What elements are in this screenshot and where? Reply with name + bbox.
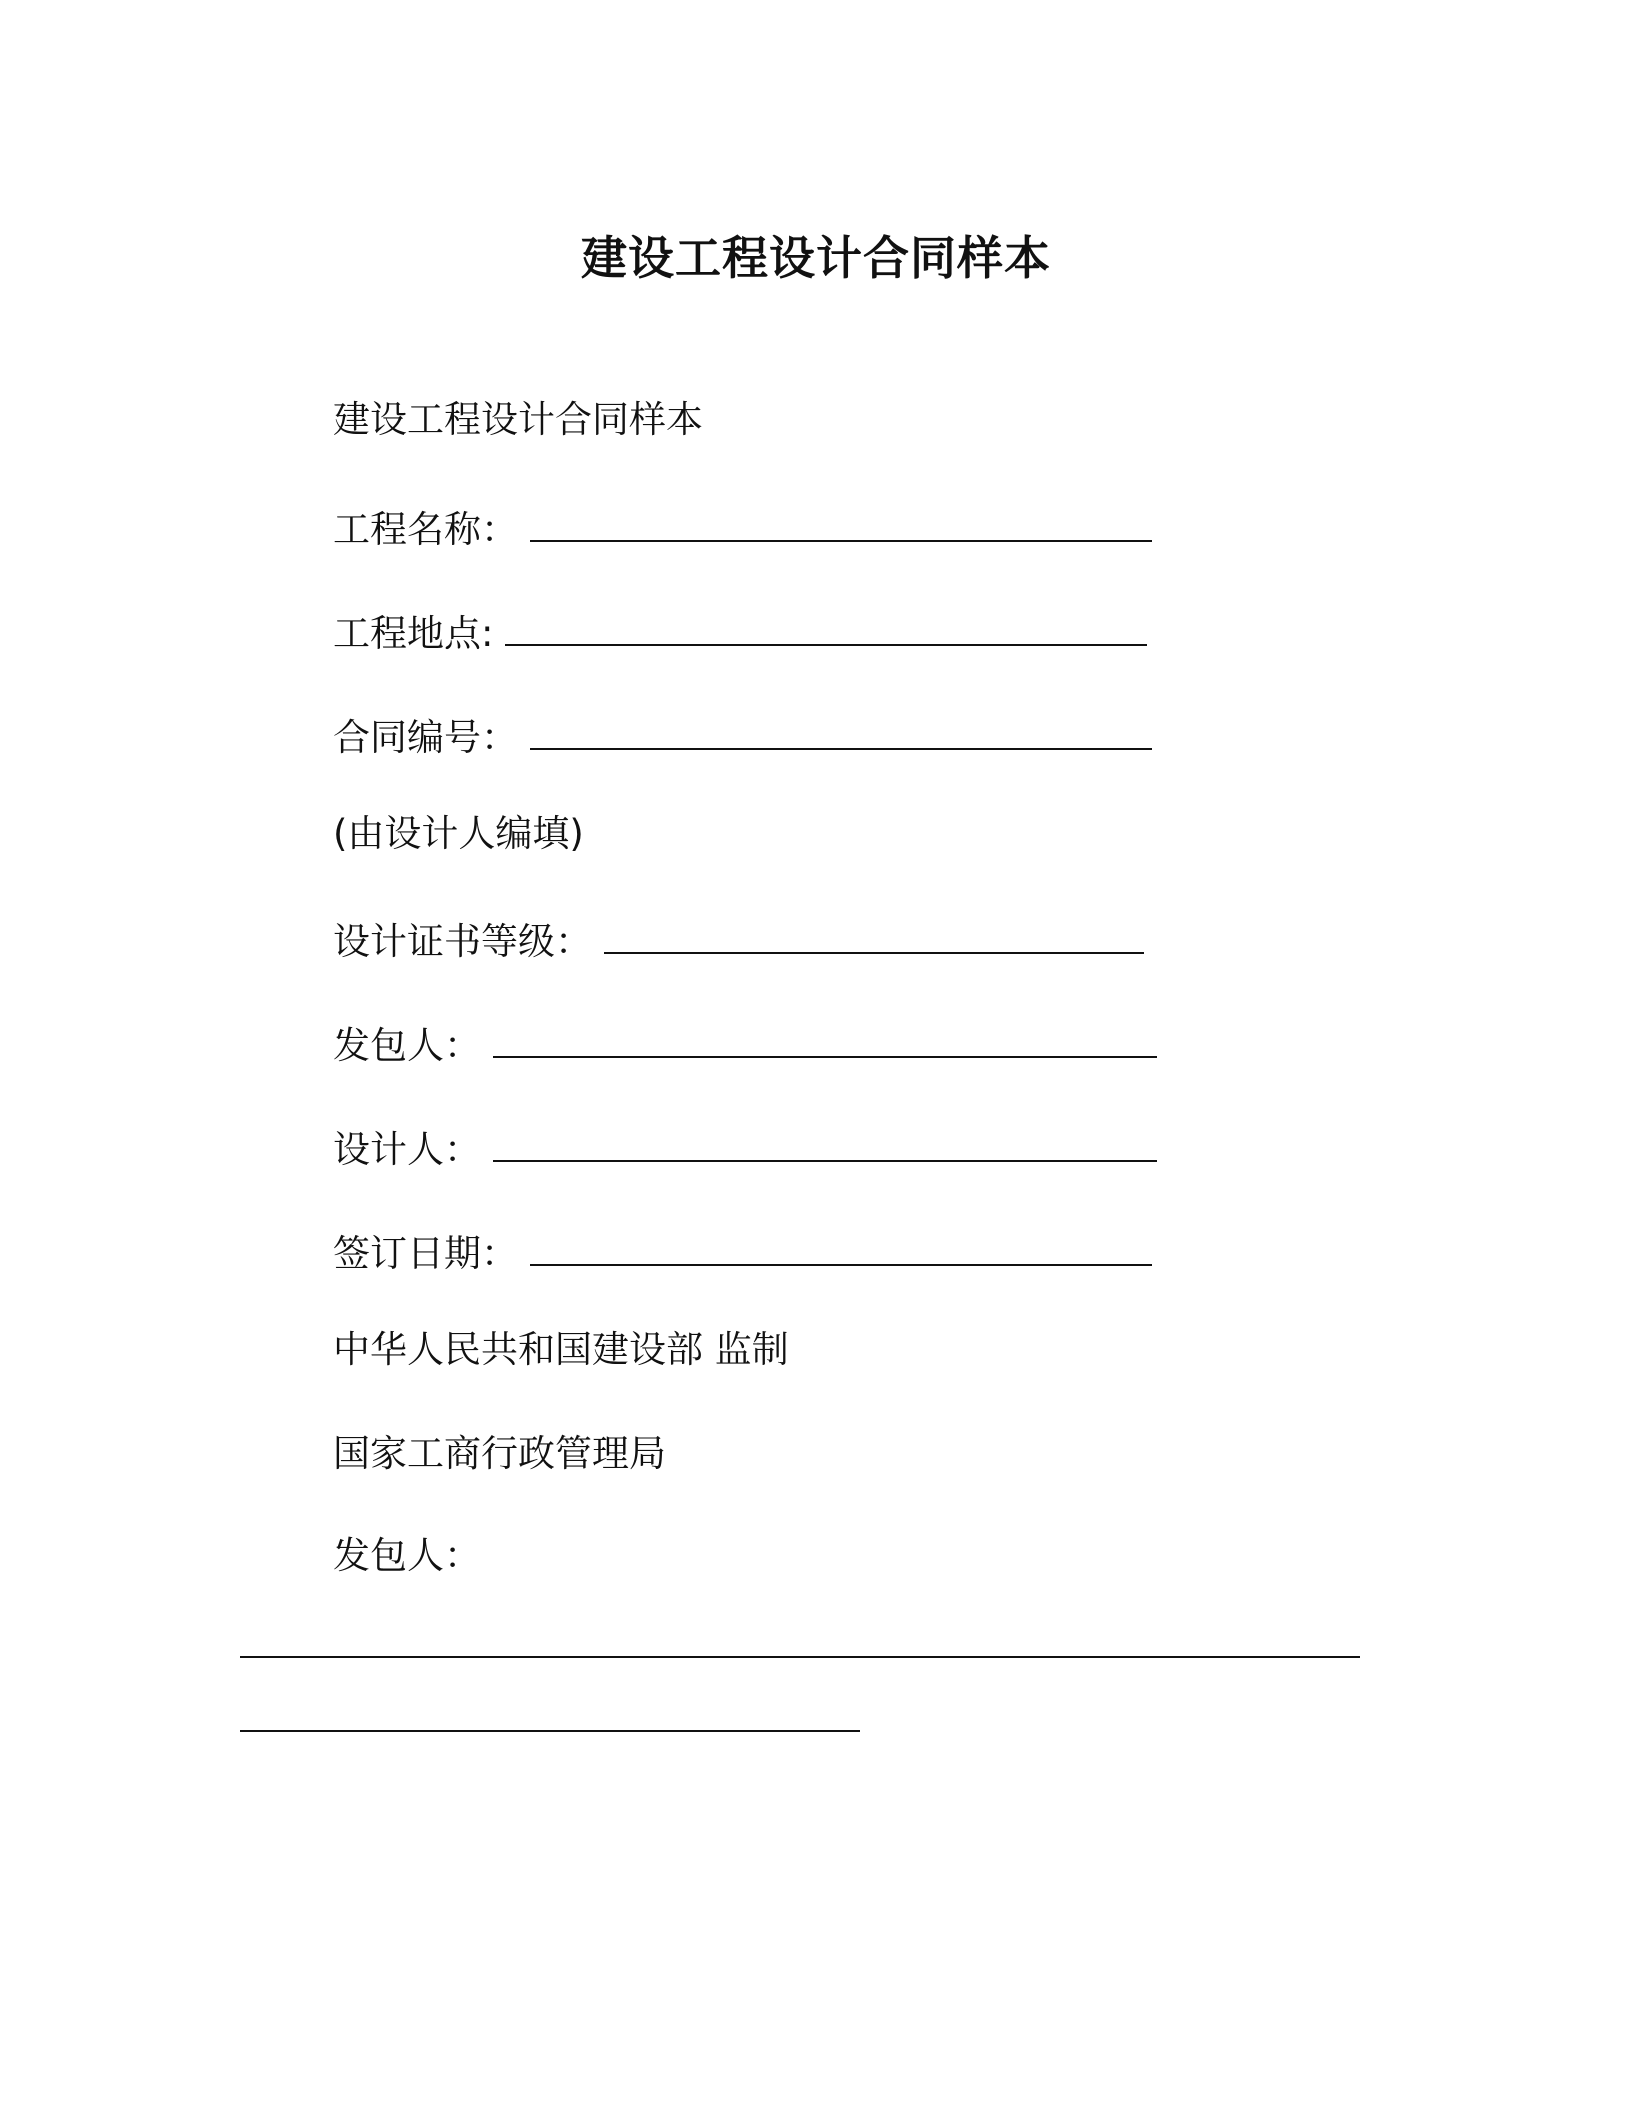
field-employer [333, 1022, 1157, 1070]
employer-fill-line-1[interactable] [240, 1654, 1360, 1658]
field-certificate-grade [333, 918, 1144, 966]
contract-number-blank[interactable] [530, 718, 1152, 750]
field-label: 工程名称： [333, 508, 518, 551]
field-project-location [333, 610, 1147, 658]
document-subtitle: 建设工程设计合同样本 [333, 398, 703, 441]
field-designer [333, 1126, 1157, 1174]
field-label: 设计人： [333, 1128, 481, 1171]
certificate-grade-blank[interactable] [604, 922, 1144, 954]
employer-blank[interactable] [493, 1026, 1157, 1058]
document-title: 建设工程设计合同样本 [581, 231, 1051, 285]
employer-label: 发包人： [333, 1534, 481, 1577]
field-signing-date [333, 1230, 1152, 1278]
project-name-blank[interactable] [530, 510, 1152, 542]
designer-blank[interactable] [493, 1130, 1157, 1162]
supervisor-line: 中华人民共和国建设部 监制 [333, 1328, 789, 1371]
employer-fill-line-2[interactable] [240, 1728, 860, 1732]
field-label: 合同编号： [333, 716, 518, 759]
field-label: 设计证书等级： [333, 920, 592, 963]
field-label: 签订日期： [333, 1232, 518, 1275]
field-label: 发包人： [333, 1024, 481, 1067]
filled-by-designer-note: (由设计人编填) [333, 812, 584, 855]
signing-date-blank[interactable] [530, 1234, 1152, 1266]
field-label: 工程地点: [333, 612, 494, 655]
field-contract-number [333, 714, 1152, 762]
field-project-name [333, 506, 1152, 554]
project-location-blank[interactable] [505, 614, 1147, 646]
bureau-line: 国家工商行政管理局 [333, 1432, 666, 1475]
